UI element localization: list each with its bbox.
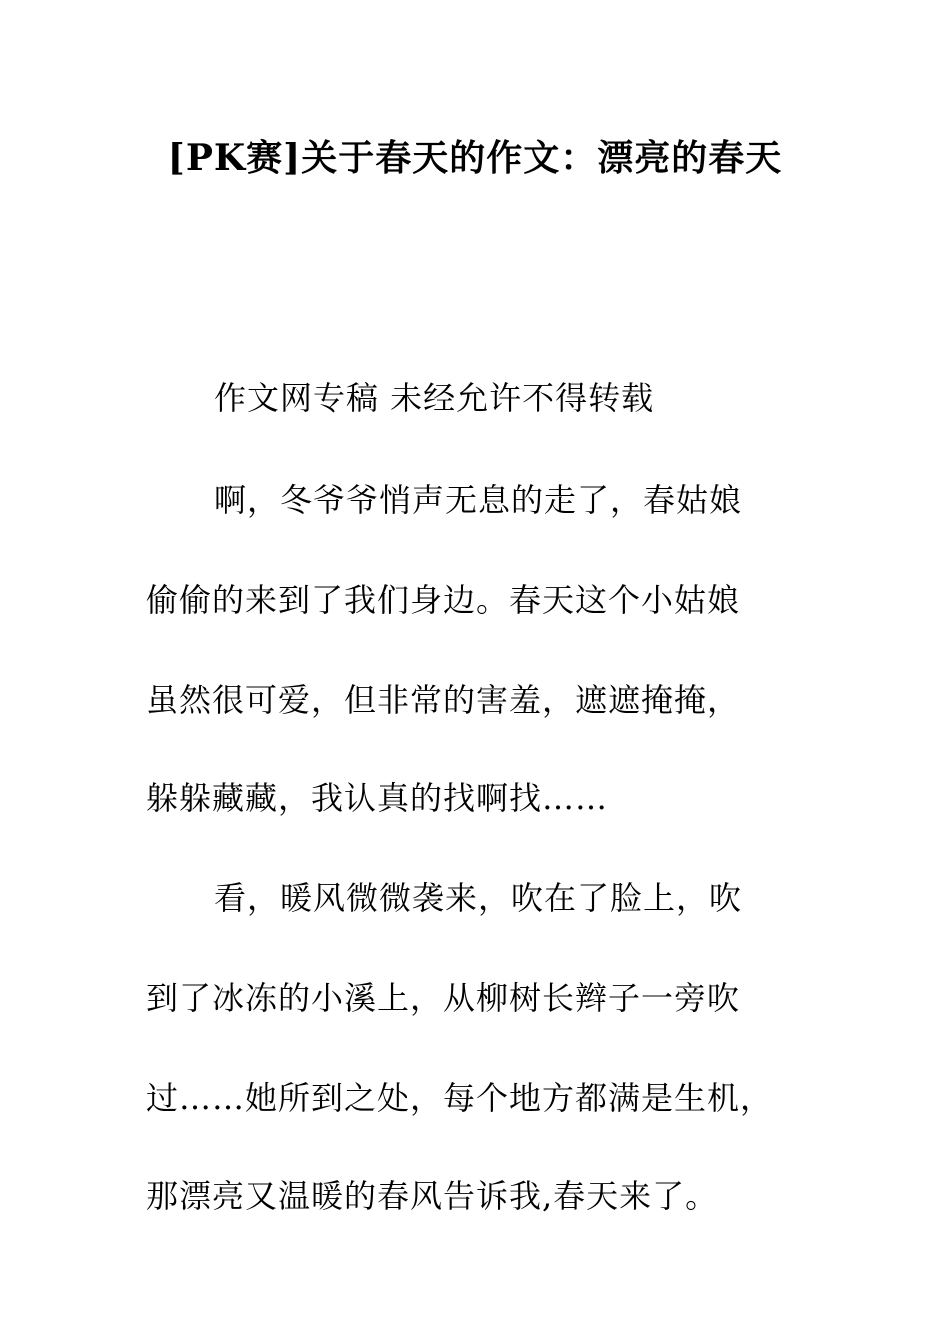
paragraph-2-line-2: 到了冰冻的小溪上，从柳树长辫子一旁吹 bbox=[146, 979, 741, 1017]
byline: 作文网专稿 未经允许不得转载 bbox=[214, 379, 655, 417]
paragraph-1-line-3: 虽然很可爱，但非常的害羞，遮遮掩掩， bbox=[146, 681, 741, 719]
paragraph-1-line-4: 躲躲藏藏，我认真的找啊找…… bbox=[146, 779, 609, 817]
paragraph-1-line-2: 偷偷的来到了我们身边。春天这个小姑娘 bbox=[146, 581, 741, 619]
paragraph-2-line-1: 看，暖风微微袭来，吹在了脸上，吹 bbox=[214, 879, 743, 917]
paragraph-2-line-4: 那漂亮又温暖的春风告诉我,春天来了。 bbox=[146, 1177, 719, 1215]
document-title: [PK赛]关于春天的作文：漂亮的春天 bbox=[167, 137, 783, 179]
paragraph-1-line-1: 啊，冬爷爷悄声无息的走了，春姑娘 bbox=[214, 481, 743, 519]
paragraph-2-line-3: 过……她所到之处，每个地方都满是生机， bbox=[146, 1079, 774, 1117]
